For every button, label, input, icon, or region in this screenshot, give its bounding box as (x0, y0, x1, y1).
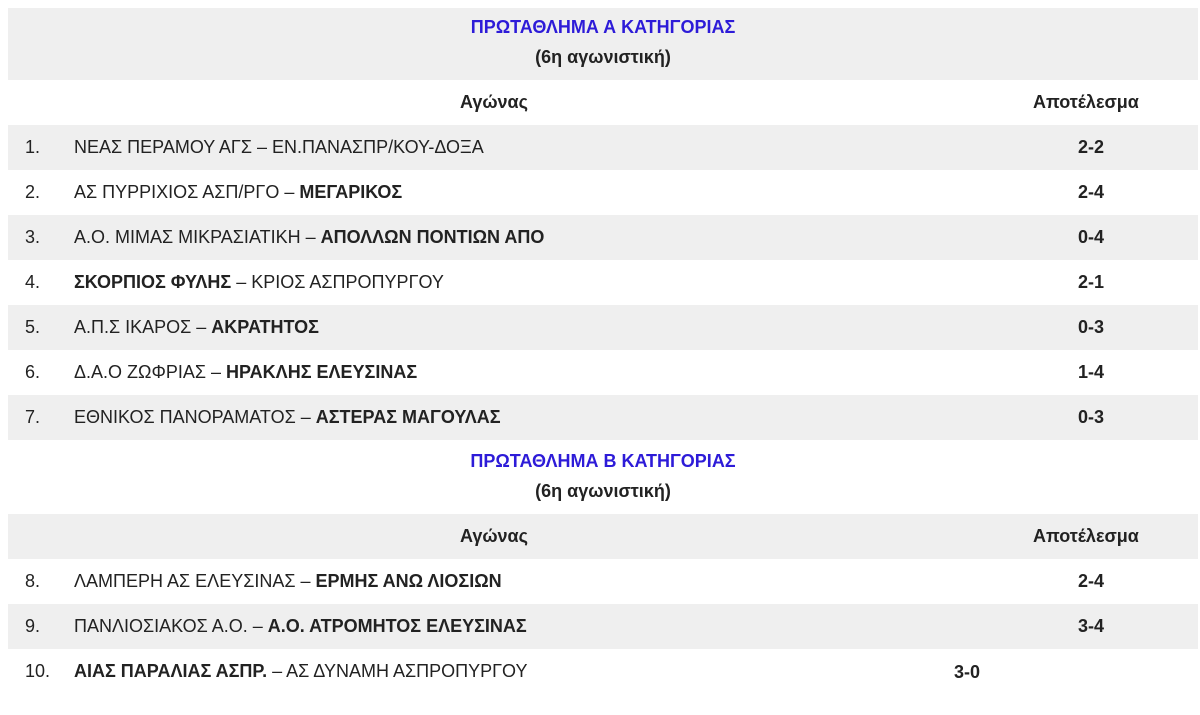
away-team-winner: Α.Ο. ΑΤΡΟΜΗΤΟΣ ΕΛΕΥΣΙΝΑΣ (267, 616, 527, 636)
row-number: 3. (25, 227, 41, 247)
home-team: Δ.Α.Ο ΖΩΦΡΙΑΣ (74, 362, 206, 382)
match-teams (74, 227, 544, 248)
match-teams (74, 362, 417, 383)
away-team-winner: ΑΣΤΕΡΑΣ ΜΑΓΟΥΛΑΣ (315, 407, 501, 427)
match-column-header: Αγώνας (460, 92, 528, 112)
section-a-title: ΠΡΩΤΑΘΛΗΜΑ Α ΚΑΤΗΓΟΡΙΑΣ (470, 17, 736, 37)
home-team: Α.Ο. ΜΙΜΑΣ ΜΙΚΡΑΣΙΑΤΙΚΗ (74, 227, 301, 247)
row-number: 4. (25, 272, 41, 292)
match-column-header: Αγώνας (460, 526, 528, 546)
away-team-winner: ΗΡΑΚΛΗΣ ΕΛΕΥΣΙΝΑΣ (226, 362, 418, 382)
match-separator: – (300, 227, 321, 247)
away-team: ΕΝ.ΠΑΝΑΣΠΡ/ΚΟΥ-ΔΟΞΑ (272, 137, 484, 157)
table-row (8, 125, 1198, 170)
match-separator: – (295, 407, 316, 427)
row-number: 8. (25, 571, 41, 591)
match-teams (74, 182, 402, 203)
match-result: 3-4 (1078, 616, 1105, 636)
away-team-winner: ΑΚΡΑΤΗΤΟΣ (211, 317, 319, 337)
match-separator: – (251, 137, 272, 157)
home-team: Α.Π.Σ ΙΚΑΡΟΣ (74, 317, 192, 337)
home-team: ΛΑΜΠΕΡΗ ΑΣ ΕΛΕΥΣΙΝΑΣ (74, 571, 296, 591)
section-a-heading (8, 8, 1198, 80)
match-teams (74, 137, 484, 158)
match-result: 2-1 (1078, 272, 1105, 292)
home-team: ΑΣ ΠΥΡΡΙΧΙΟΣ ΑΣΠ/ΡΓΟ (74, 182, 280, 202)
section-b-title: ΠΡΩΤΑΘΛΗΜΑ Β ΚΑΤΗΓΟΡΙΑΣ (470, 451, 736, 471)
result-column-header: Αποτέλεσμα (1033, 526, 1139, 546)
match-teams (74, 616, 527, 637)
table-row (8, 350, 1198, 395)
away-team: ΑΣ ΔΥΝΑΜΗ ΑΣΠΡΟΠΥΡΓΟΥ (286, 661, 528, 681)
section-a-subtitle: (6η αγωνιστική) (535, 47, 671, 67)
table-row (8, 395, 1198, 440)
table-row (8, 305, 1198, 350)
home-team: ΠΑΝΛΙΟΣΙΑΚΟΣ Α.Ο. (74, 616, 248, 636)
table-row (8, 652, 1198, 715)
row-number: 9. (25, 616, 41, 636)
home-team-winner: ΑΙΑΣ ΠΑΡΑΛΙΑΣ ΑΣΠΡ. (74, 661, 268, 681)
away-team: ΚΡΙΟΣ ΑΣΠΡΟΠΥΡΓΟΥ (251, 272, 444, 292)
match-teams (74, 272, 444, 293)
match-teams (74, 571, 502, 592)
table-row (8, 559, 1198, 604)
match-result: 0-3 (1078, 407, 1105, 427)
match-separator: – (267, 661, 287, 681)
away-team-winner: ΕΡΜΗΣ ΑΝΩ ΛΙΟΣΙΩΝ (315, 571, 502, 591)
section-a-table-header (8, 80, 1198, 125)
match-separator: – (279, 182, 300, 202)
match-separator: – (191, 317, 212, 337)
match-result: 3-0 (954, 662, 981, 682)
row-number: 5. (25, 317, 41, 337)
match-teams (74, 661, 528, 682)
away-team-winner: ΑΠΟΛΛΩΝ ΠΟΝΤΙΩΝ ΑΠΟ (320, 227, 545, 247)
match-result: 1-4 (1078, 362, 1105, 382)
row-number: 2. (25, 182, 41, 202)
match-result: 0-3 (1078, 317, 1105, 337)
match-result: 2-4 (1078, 571, 1105, 591)
match-teams (74, 407, 501, 428)
table-row (8, 260, 1198, 305)
table-row (8, 215, 1198, 260)
match-separator: – (231, 272, 252, 292)
away-team-winner: ΜΕΓΑΡΙΚΟΣ (299, 182, 403, 202)
table-row (8, 170, 1198, 215)
match-result: 2-4 (1078, 182, 1105, 202)
home-team: ΝΕΑΣ ΠΕΡΑΜΟΥ ΑΓΣ (74, 137, 252, 157)
result-column-header: Αποτέλεσμα (1033, 92, 1139, 112)
section-b-subtitle: (6η αγωνιστική) (535, 481, 671, 501)
home-team: ΕΘΝΙΚΟΣ ΠΑΝΟΡΑΜΑΤΟΣ (74, 407, 296, 427)
section-b-heading (8, 444, 1198, 512)
row-number: 1. (25, 137, 41, 157)
row-number: 10. (25, 661, 51, 681)
home-team-winner: ΣΚΟΡΠΙΟΣ ΦΥΛΗΣ (74, 272, 232, 292)
match-teams (74, 317, 319, 338)
table-row (8, 604, 1198, 649)
row-number: 6. (25, 362, 41, 382)
match-result: 2-2 (1078, 137, 1105, 157)
section-b-table-header (8, 514, 1198, 559)
match-separator: – (206, 362, 227, 382)
match-separator: – (295, 571, 316, 591)
match-separator: – (247, 616, 268, 636)
match-result: 0-4 (1078, 227, 1105, 247)
row-number: 7. (25, 407, 41, 427)
